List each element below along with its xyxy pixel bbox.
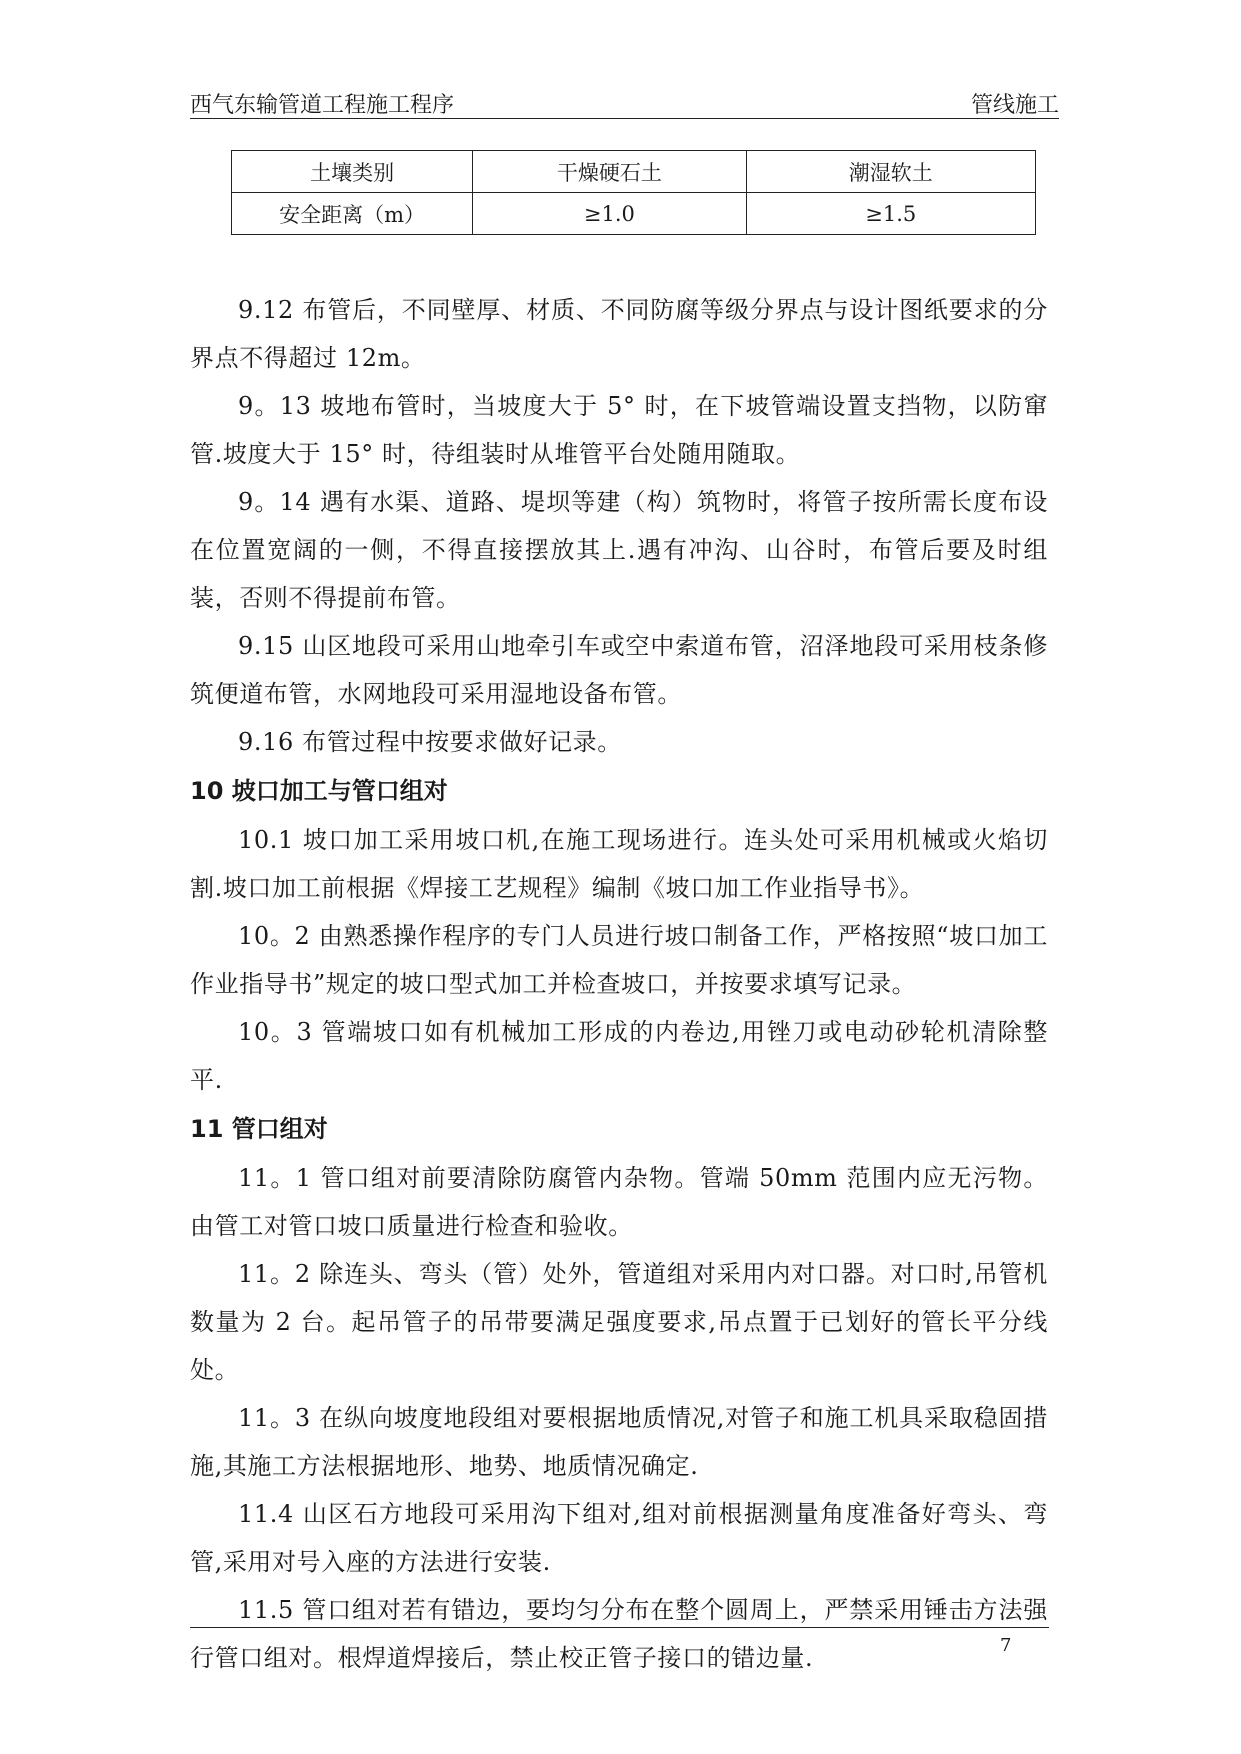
table-cell: 潮湿软土 — [746, 151, 1035, 193]
paragraph-9-14: 9。14 遇有水渠、道路、堤坝等建（构）筑物时，将管子按所需长度布设在位置宽阔的一侧，不得直接摆放其上.遇有冲沟、山谷时，布管后要及时组装，否则不得提前布管。 — [190, 488, 1048, 612]
paragraph-11-2: 11。2 除连头、弯头（管）处外，管道组对采用内对口器。对口时,吊管机数量为 2 台。起吊管子的吊带要满足强度要求,吊点置于已划好的管长平分线处。 — [190, 1260, 1048, 1384]
paragraph-10-1: 10.1 坡口加工采用坡口机,在施工现场进行。连头处可采用机械或火焰切割.坡口加工前根据《焊接工艺规程》编制《坡口加工作业指导书》。 — [190, 826, 1048, 902]
page-number: 7 — [1000, 1635, 1012, 1656]
table-cell: 干燥硬石土 — [473, 151, 746, 193]
table-cell: 土壤类别 — [232, 151, 473, 193]
paragraph-11-5: 11.5 管口组对若有错边，要均匀分布在整个圆周上，严禁采用锤击方法强行管口组对。根焊道焊接后，禁止校正管子接口的错边量. — [190, 1596, 1048, 1672]
footer-divider — [190, 1627, 1049, 1628]
section-heading-10: 10 坡口加工与管口组对 — [190, 777, 448, 805]
header-document-title: 西气东输管道工程施工程序 — [190, 93, 455, 118]
table-cell: ≥1.5 — [746, 193, 1035, 235]
document-body — [190, 286, 1048, 1682]
table-row — [232, 193, 1036, 235]
paragraph-11-3: 11。3 在纵向坡度地段组对要根据地质情况,对管子和施工机具采取稳固措施,其施工方法根据地形、地势、地质情况确定. — [190, 1404, 1048, 1480]
table-cell: 安全距离（m） — [232, 193, 473, 235]
paragraph-10-3: 10。3 管端坡口如有机械加工形成的内卷边,用锉刀或电动砂轮机清除整平. — [190, 1018, 1048, 1094]
paragraph-9-12: 9.12 布管后，不同壁厚、材质、不同防腐等级分界点与设计图纸要求的分界点不得超过 12m。 — [190, 296, 1048, 372]
paragraph-9-13: 9。13 坡地布管时，当坡度大于 5° 时，在下坡管端设置支挡物，以防窜管.坡度大于 15° 时，待组装时从堆管平台处随用随取。 — [190, 392, 1048, 468]
paragraph-10-2: 10。2 由熟悉操作程序的专门人员进行坡口制备工作，严格按照“坡口加工作业指导书”规定的坡口型式加工并检查坡口，并按要求填写记录。 — [190, 922, 1048, 998]
header-divider — [190, 118, 1059, 119]
table-cell: ≥1.0 — [473, 193, 746, 235]
paragraph-9-15: 9.15 山区地段可采用山地牵引车或空中索道布管，沼泽地段可采用枝条修筑便道布管，水网地段可采用湿地设备布管。 — [190, 632, 1048, 708]
soil-safety-distance-table — [231, 150, 1036, 235]
header-section-title: 管线施工 — [970, 93, 1059, 118]
page-header — [190, 84, 1059, 116]
table-row — [232, 151, 1036, 193]
paragraph-11-1: 11。1 管口组对前要清除防腐管内杂物。管端 50mm 范围内应无污物。由管工对管口坡口质量进行检查和验收。 — [190, 1164, 1048, 1240]
paragraph-9-16: 9.16 布管过程中按要求做好记录。 — [238, 728, 622, 756]
section-heading-11: 11 管口组对 — [190, 1115, 328, 1143]
paragraph-11-4: 11.4 山区石方地段可采用沟下组对,组对前根据测量角度准备好弯头、弯管,采用对号入座的方法进行安装. — [190, 1500, 1048, 1576]
